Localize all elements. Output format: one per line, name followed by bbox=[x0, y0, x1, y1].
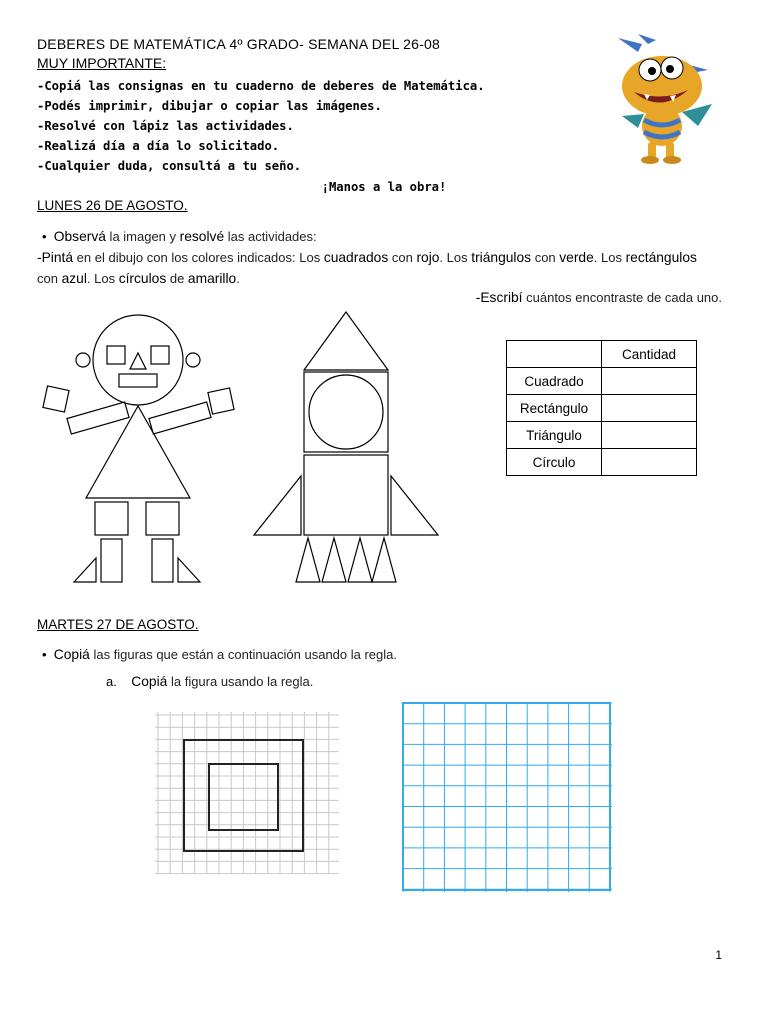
table-row-label: Círculo bbox=[507, 449, 602, 476]
shapes-rocket-figure bbox=[250, 308, 445, 588]
flame-triangle bbox=[296, 538, 320, 582]
keyword-rectangulos: rectángulos bbox=[625, 250, 697, 265]
body-triangle bbox=[86, 406, 190, 498]
text: con bbox=[388, 250, 417, 265]
body-square bbox=[304, 455, 388, 535]
keyword-copia: Copiá bbox=[131, 674, 168, 689]
hand-square bbox=[208, 388, 234, 414]
text: cuántos encontraste de cada uno. bbox=[522, 290, 722, 305]
paint-instruction-line2 bbox=[37, 271, 240, 286]
wing-triangle bbox=[254, 476, 301, 535]
keyword-verde: verde bbox=[559, 250, 594, 265]
keyword-escribi: -Escribí bbox=[475, 290, 523, 305]
item-marker: a. bbox=[106, 674, 117, 689]
keyword-azul: azul bbox=[61, 271, 87, 286]
nose-triangle bbox=[304, 312, 388, 370]
text: con bbox=[37, 271, 62, 286]
write-instruction bbox=[476, 290, 722, 305]
flame-triangle bbox=[372, 538, 396, 582]
table-row-label: Triángulo bbox=[507, 422, 602, 449]
arm-rectangle bbox=[67, 402, 129, 434]
motto: ¡Manos a la obra! bbox=[321, 180, 447, 194]
table-row-label: Cuadrado bbox=[507, 368, 602, 395]
empty-blue-grid[interactable] bbox=[402, 702, 612, 892]
ear-circle bbox=[186, 353, 200, 367]
monday-instruction bbox=[42, 229, 317, 244]
count-table bbox=[506, 340, 697, 476]
flame-triangle bbox=[348, 538, 372, 582]
shapes-robot-figure bbox=[38, 312, 238, 587]
instruction-text: la imagen y bbox=[105, 229, 180, 244]
tuesday-heading: MARTES 27 DE AGOSTO. bbox=[37, 617, 199, 632]
monday-heading: LUNES 26 DE AGOSTO. bbox=[37, 198, 188, 213]
wing-triangle bbox=[391, 476, 438, 535]
eye-square bbox=[151, 346, 169, 364]
instruction-text: la figura usando la regla. bbox=[167, 674, 314, 689]
mouth-rectangle bbox=[119, 374, 157, 387]
keyword-copia: Copiá bbox=[53, 647, 90, 662]
text: . Los bbox=[86, 271, 119, 286]
paint-instruction-line1 bbox=[37, 250, 697, 265]
keyword-pinta: -Pintá bbox=[37, 250, 74, 265]
tuesday-instruction bbox=[42, 647, 397, 662]
text: con bbox=[531, 250, 560, 265]
leg-rectangle bbox=[152, 539, 173, 582]
answer-cell[interactable] bbox=[602, 449, 697, 476]
rule-4: -Realizá día a día lo solicitado. bbox=[37, 139, 280, 153]
answer-cell[interactable] bbox=[602, 368, 697, 395]
window-circle bbox=[309, 375, 383, 449]
important-heading: MUY IMPORTANTE: bbox=[37, 55, 167, 71]
instruction-text: las actividades: bbox=[224, 229, 317, 244]
leg-square bbox=[146, 502, 179, 535]
text: de bbox=[166, 271, 188, 286]
keyword-cuadrados: cuadrados bbox=[323, 250, 389, 265]
keyword-triangulos: triángulos bbox=[471, 250, 532, 265]
text: . bbox=[236, 271, 240, 286]
answer-cell[interactable] bbox=[602, 422, 697, 449]
keyword-amarillo: amarillo bbox=[187, 271, 237, 286]
table-corner-cell bbox=[507, 341, 602, 368]
page-number: 1 bbox=[715, 948, 722, 962]
table-header-cantidad: Cantidad bbox=[602, 341, 697, 368]
rule-1: -Copiá las consignas en tu cuaderno de deberes de Matemática. bbox=[37, 79, 485, 93]
keyword-observa: Observá bbox=[53, 229, 106, 244]
keyword-resolve: resolvé bbox=[179, 229, 225, 244]
arm-rectangle bbox=[149, 402, 211, 434]
leg-square bbox=[95, 502, 128, 535]
nose-triangle bbox=[130, 353, 146, 369]
rule-3: -Resolvé con lápiz las actividades. bbox=[37, 119, 294, 133]
table-row-label: Rectángulo bbox=[507, 395, 602, 422]
keyword-circulos: círculos bbox=[118, 271, 167, 286]
window-square bbox=[304, 372, 388, 452]
eye-square bbox=[107, 346, 125, 364]
keyword-rojo: rojo bbox=[416, 250, 440, 265]
flame-triangle bbox=[322, 538, 346, 582]
ear-circle bbox=[76, 353, 90, 367]
rule-5: -Cualquier duda, consultá a tu seño. bbox=[37, 159, 302, 173]
bullet-dot-icon: • bbox=[42, 229, 54, 244]
rule-2: -Podés imprimir, dibujar o copiar las imágenes. bbox=[37, 99, 382, 113]
monster-mascot-illustration bbox=[608, 34, 718, 166]
bullet-dot-icon: • bbox=[42, 647, 54, 662]
model-squares-grid bbox=[155, 712, 339, 874]
foot-triangle bbox=[178, 558, 200, 582]
instruction-text: las figuras que están a continuación usando la regla. bbox=[89, 647, 397, 662]
text: . Los bbox=[593, 250, 626, 265]
leg-rectangle bbox=[101, 539, 122, 582]
tuesday-item-a bbox=[106, 674, 313, 689]
text: . Los bbox=[439, 250, 472, 265]
foot-triangle bbox=[74, 558, 96, 582]
page-title: DEBERES DE MATEMÁTICA 4º GRADO- SEMANA DEL 26-08 bbox=[37, 36, 440, 52]
hand-square bbox=[43, 386, 69, 412]
text: en el dibujo con los colores indicados: Los bbox=[73, 250, 324, 265]
answer-cell[interactable] bbox=[602, 395, 697, 422]
